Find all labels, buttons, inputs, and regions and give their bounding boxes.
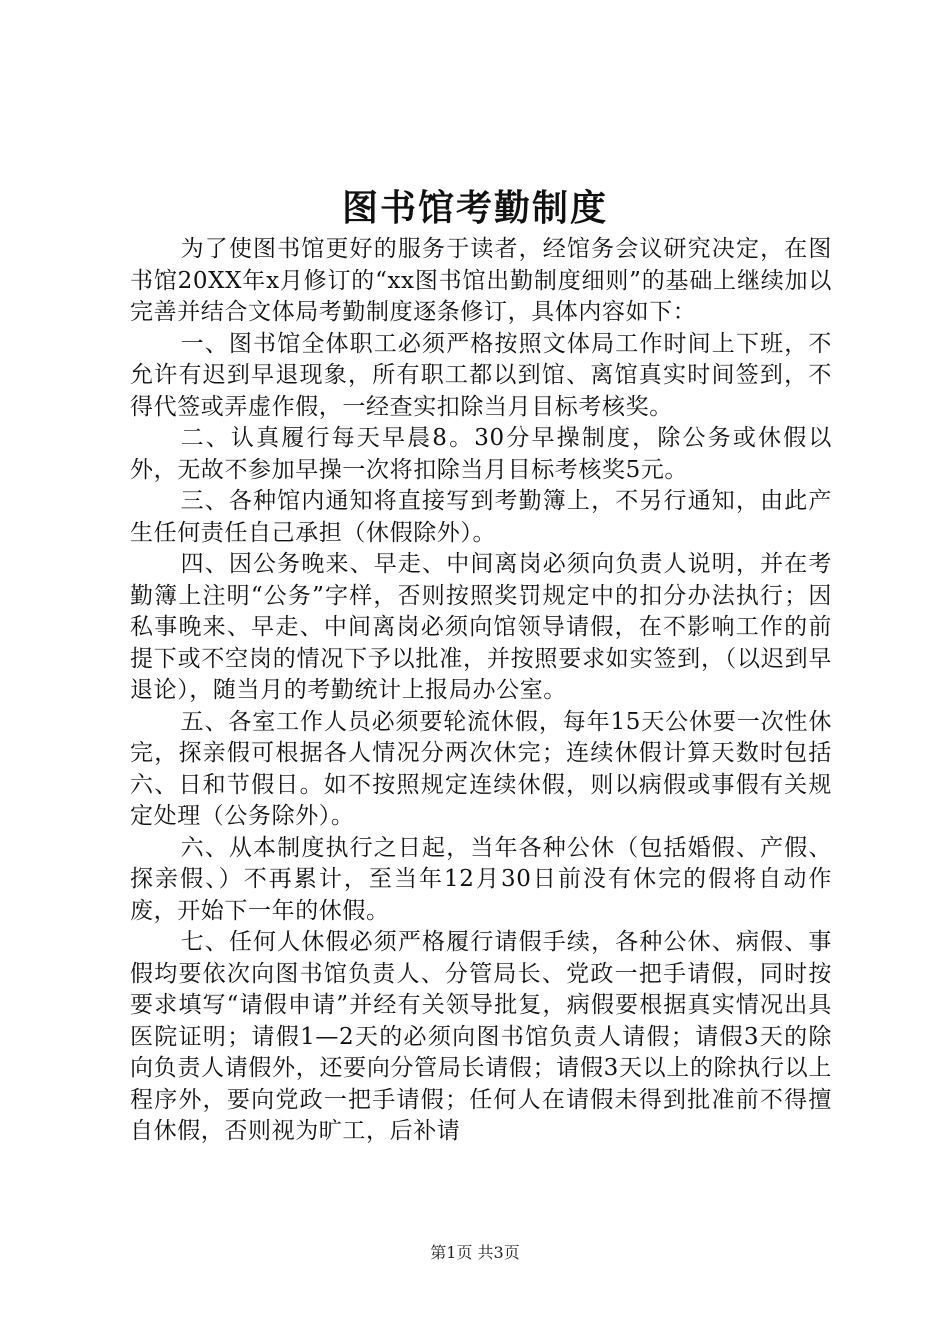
paragraph-rule-7: 七、任何人休假必须严格履行请假手续，各种公休、病假、事假均要依次向图书馆负责人、分管局长、党政一把手请假，同时按要求填写“请假申请”并经有关领导批复，病假要根据真实情况出具医院证明；请假1—2天的必须向图书馆负责人请假；请假3天的除向负责人请假外，还要向分管局长请假；请假3天以上的除执行以上程序外，要向党政一把手请假；任何人在请假未得到批准前不得擅自休假，否则视为旷工，后补请 [130, 929, 832, 1144]
page-number-footer: 第1页 共3页 [430, 1243, 520, 1262]
paragraph-rule-3: 三、各种馆内通知将直接写到考勤簿上，不另行通知，由此产生任何责任自己承担（休假除外）。 [130, 488, 832, 546]
paragraph-rule-4: 四、因公务晚来、早走、中间离岗必须向负责人说明，并在考勤簿上注明“公务”字样，否则按照奖罚规定中的扣分办法执行；因私事晚来、早走、中间离岗必须向馆领导请假，在不影响工作的前提下或不空岗的情况下予以批准，并按照要求如实签到，（以迟到早退论），随当月的考勤统计上报局办公室。 [130, 551, 832, 703]
document-body [130, 234, 832, 1148]
paragraph-rule-2: 二、认真履行每天早晨8。30分早操制度，除公务或休假以外，无故不参加早操一次将扣除当月目标考核奖5元。 [130, 425, 832, 483]
paragraph-rule-1: 一、图书馆全体职工必须严格按照文体局工作时间上下班，不允许有迟到早退现象，所有职工都以到馆、离馆真实时间签到，不得代签或弄虚作假，一经查实扣除当月目标考核奖。 [130, 330, 832, 420]
paragraph-rule-5: 五、各室工作人员必须要轮流休假，每年15天公休要一次性休完，探亲假可根据各人情况分两次休完；连续休假计算天数时包括六、日和节假日。如不按照规定连续休假，则以病假或事假有关规定处理（公务除外）。 [130, 708, 832, 829]
paragraph-intro: 为了使图书馆更好的服务于读者，经馆务会议研究决定，在图书馆20XX年x月修订的“xx图书馆出勤制度细则”的基础上继续加以完善并结合文体局考勤制度逐条修订，具体内容如下： [130, 236, 832, 325]
paragraph-rule-6: 六、从本制度执行之日起，当年各种公休（包括婚假、产假、探亲假、）不再累计，至当年12月30日前没有休完的假将自动作废，开始下一年的休假。 [130, 834, 832, 924]
document-title: 图书馆考勤制度 [341, 187, 608, 229]
